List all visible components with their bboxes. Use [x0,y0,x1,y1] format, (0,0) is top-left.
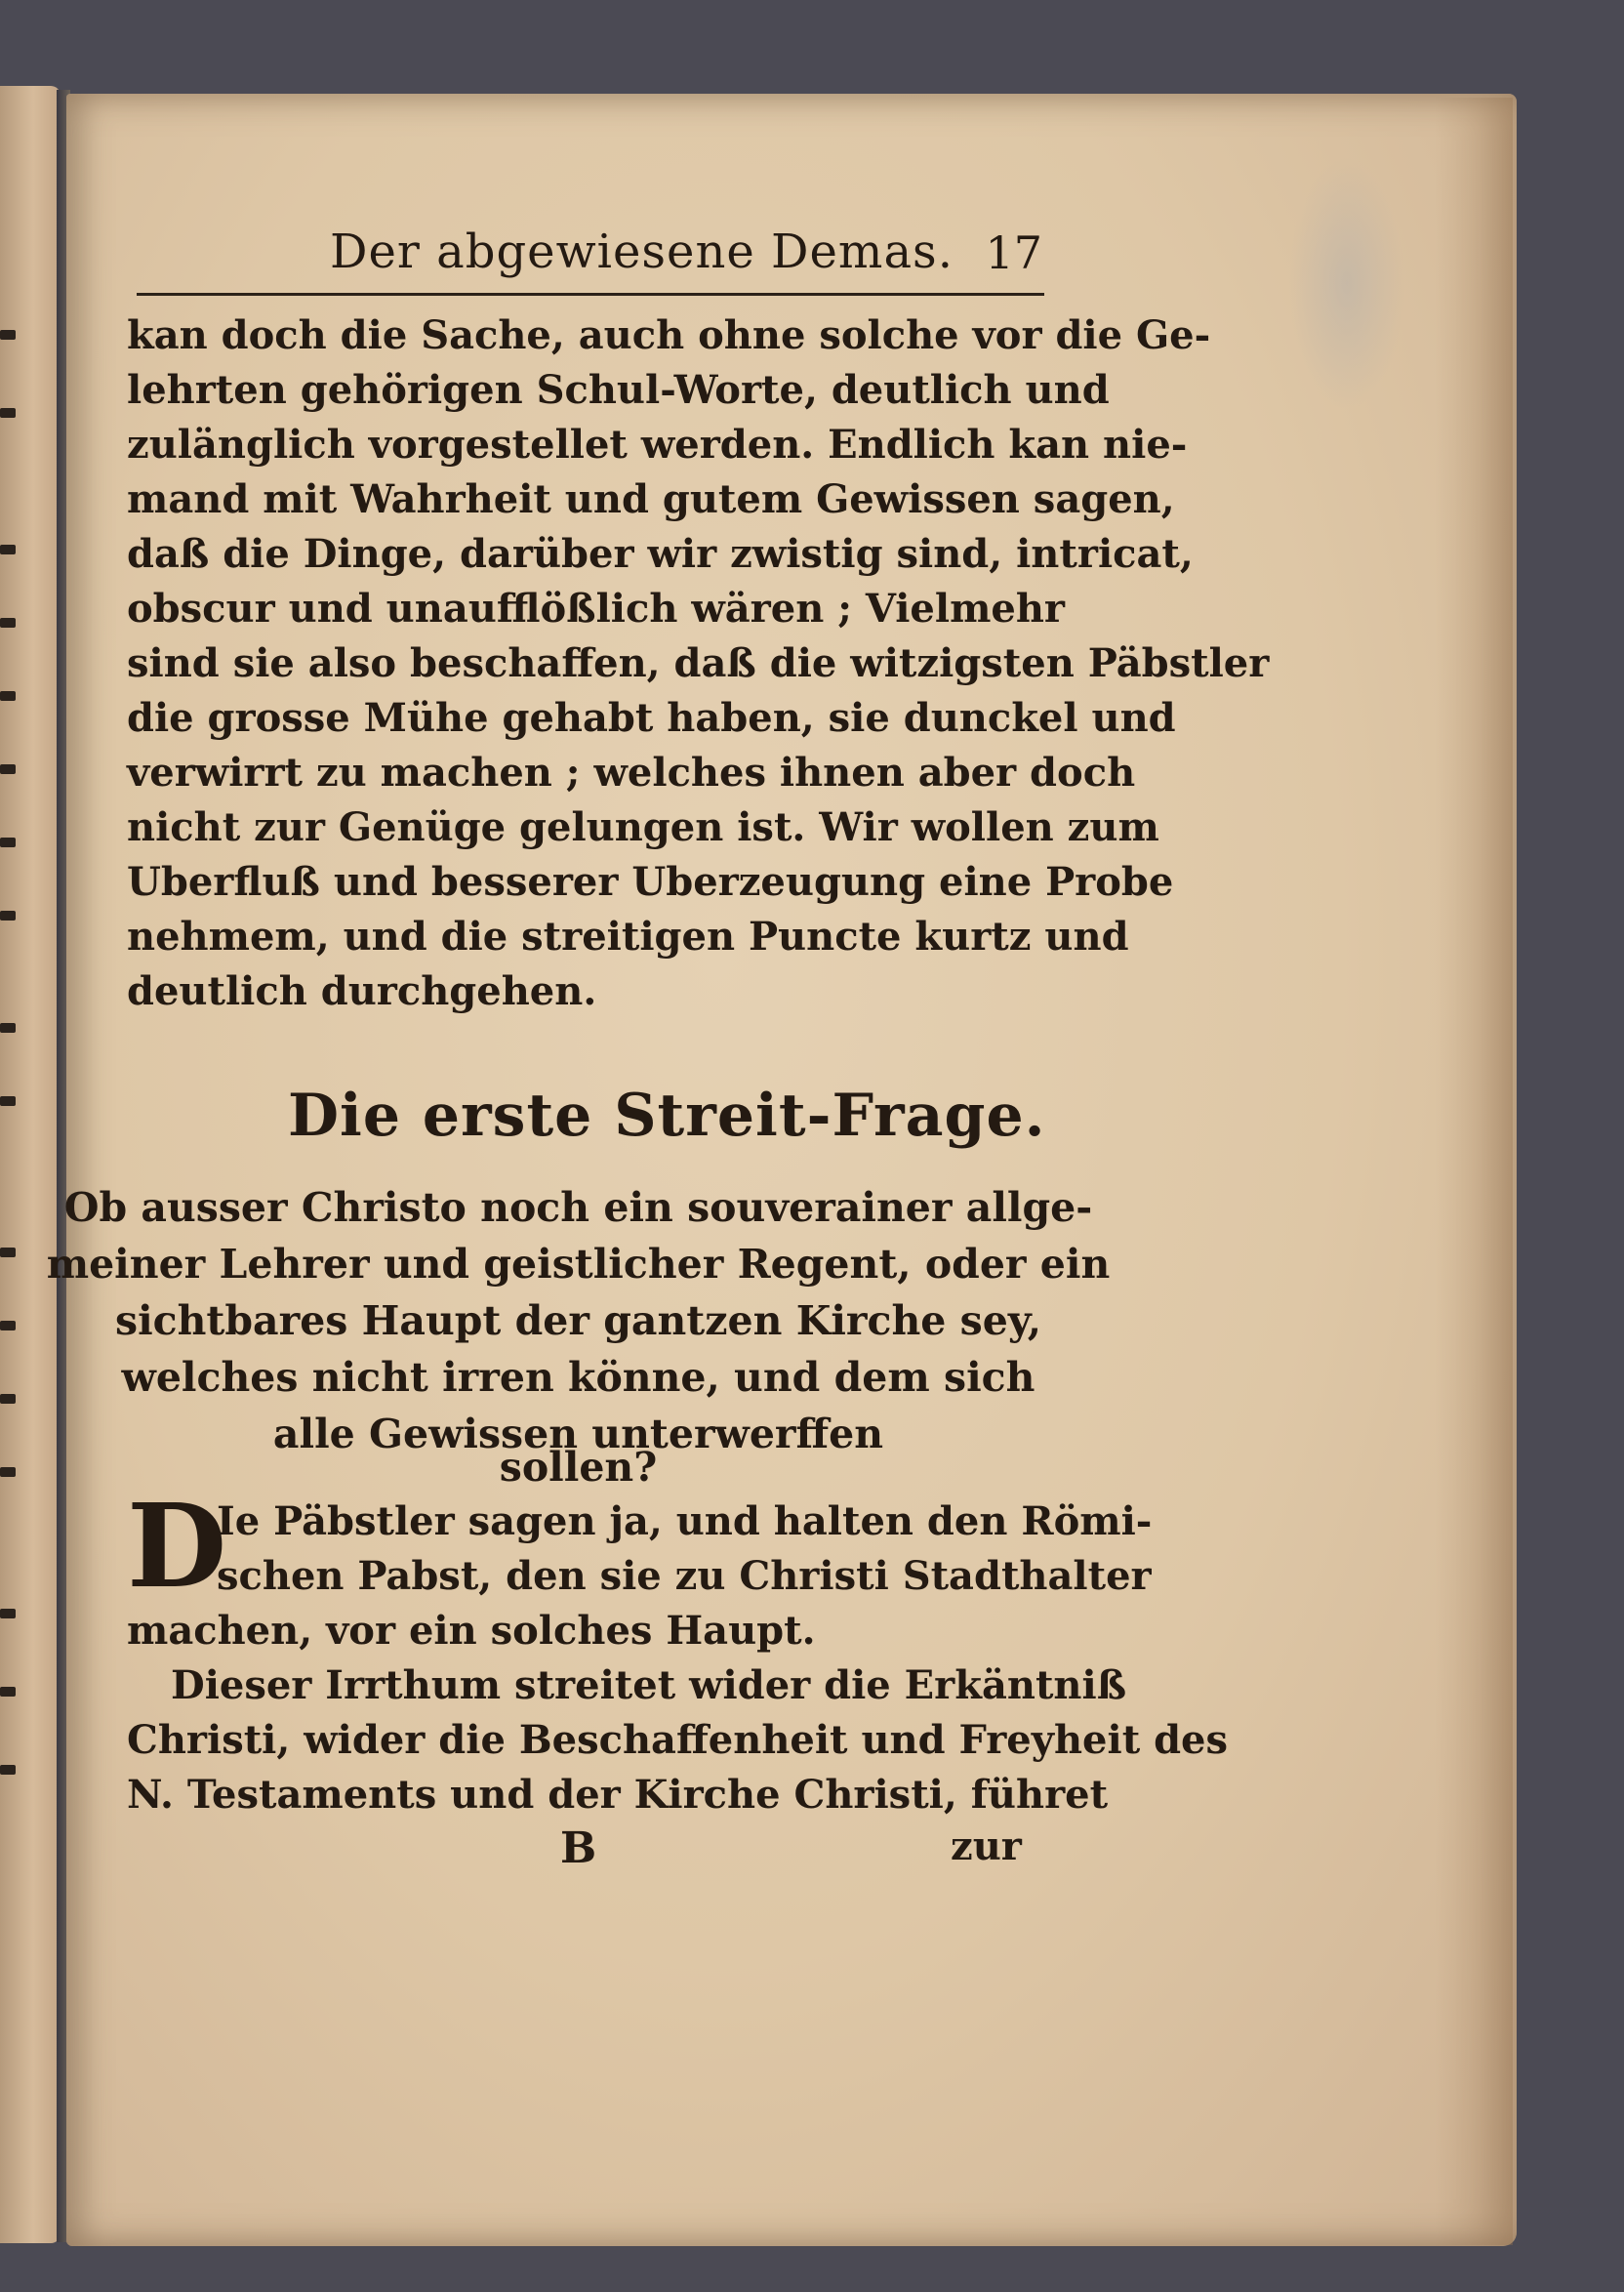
text-line: Uberfluß und besserer Uberzeugung eine Probe [127,859,1174,905]
left-page-text-mark [0,911,16,921]
left-page-text-mark [0,330,16,340]
page-fore-edge [1435,98,1513,2245]
text-line: daß die Dinge, darüber wir zwistig sind, intricat, [127,531,1194,577]
question-line: meiner Lehrer und geistlicher Regent, oder ein [46,1241,1111,1288]
section-heading: Die erste Streit-Frage. [288,1082,1046,1150]
text-line: Dieser Irrthum streitet wider die Erkäntniß [171,1662,1127,1708]
text-line: nehmem, und die streitigen Puncte kurtz und [127,914,1129,960]
left-page-edge [0,86,61,2243]
left-page-text-mark [0,618,16,628]
text-line: die grosse Mühe gehabt haben, sie dunckel und [127,695,1176,741]
text-line: sind sie also beschaffen, daß die witzigsten Päbstler [127,640,1270,686]
drop-cap: D [127,1478,227,1614]
left-page-text-mark [0,691,16,701]
signature-mark: B [560,1823,597,1873]
text-line: obscur und unaufflößlich wären ; Vielmehr [127,586,1065,632]
left-page-text-mark [0,545,16,554]
header-rule [137,293,1044,296]
catchword: zur [951,1823,1022,1869]
paper-stain [1288,156,1405,410]
text-line: deutlich durchgehen. [127,968,597,1014]
left-page-text-mark [0,1765,16,1775]
text-line: N. Testaments und der Kirche Christi, führet [127,1772,1109,1818]
text-line: kan doch die Sache, auch ohne solche vor die Ge- [127,312,1211,358]
text-line: nicht zur Genüge gelungen ist. Wir wollen zum [127,804,1159,850]
question-line: welches nicht irren könne, und dem sich [121,1354,1035,1401]
left-page-text-mark [0,408,16,418]
page-header [135,225,1042,293]
text-line: zulänglich vorgestellet werden. Endlich kan nie- [127,422,1188,468]
question-line: Ob ausser Christo noch ein souverainer allge- [63,1184,1093,1231]
book-page [66,94,1517,2246]
left-page-text-mark [0,838,16,847]
text-line: lehrten gehörigen Schul-Worte, deutlich und [127,367,1110,413]
left-page-text-mark [0,1609,16,1618]
question-line: sollen? [499,1444,658,1491]
running-title: Der abgewiesene Demas. [330,225,954,279]
text-line: Ie Päbstler sagen ja, und halten den Römi- [217,1498,1153,1544]
left-page-text-mark [0,1687,16,1697]
question-line: sichtbares Haupt der gantzen Kirche sey, [115,1297,1041,1344]
left-page-text-mark [0,1096,16,1106]
left-page-text-mark [0,1023,16,1033]
text-line: Christi, wider die Beschaffenheit und Freyheit des [127,1717,1229,1763]
text-line: schen Pabst, den sie zu Christi Stadthalter [217,1553,1152,1599]
text-line: verwirrt zu machen ; welches ihnen aber doch [127,750,1136,796]
text-line: mand mit Wahrheit und gutem Gewissen sagen, [127,476,1175,522]
page-number: 17 [985,226,1042,279]
left-page-text-mark [0,764,16,774]
question-line: alle Gewissen unterwerffen [272,1411,884,1457]
text-line: machen, vor ein solches Haupt. [127,1608,816,1654]
